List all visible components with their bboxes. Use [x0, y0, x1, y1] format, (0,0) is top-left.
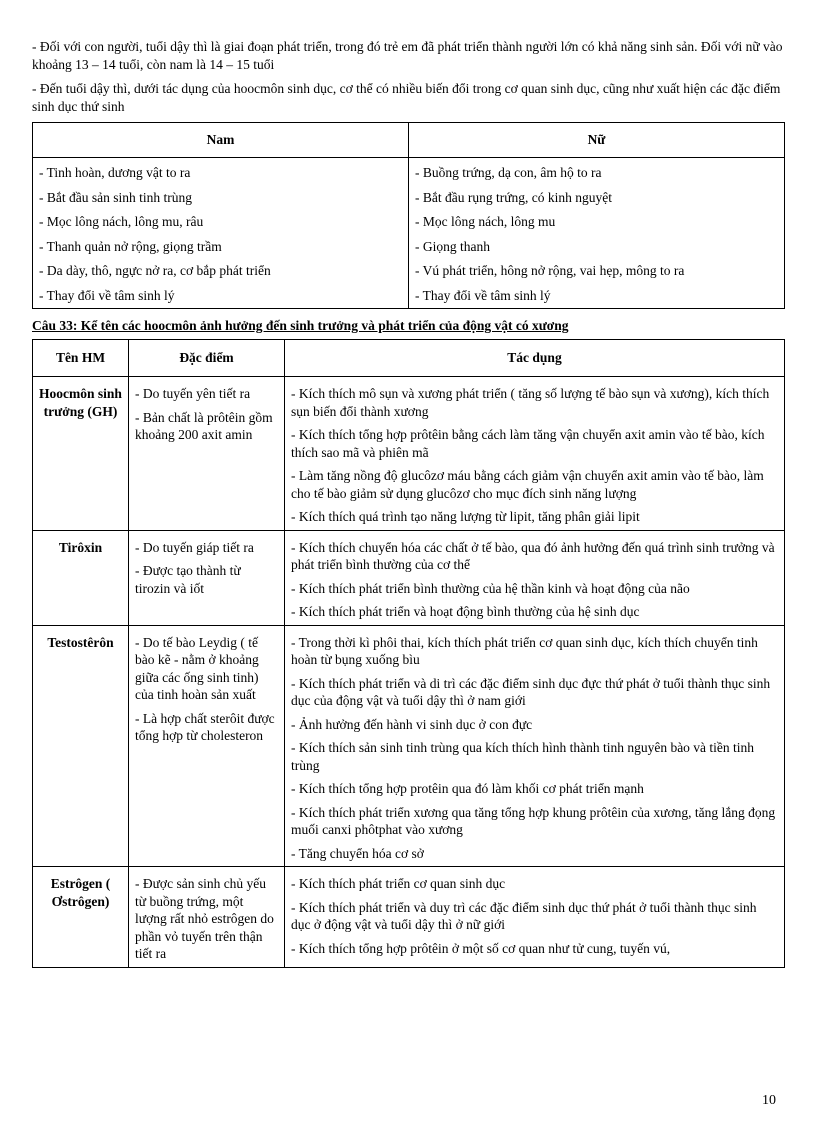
hormone-name: Estrôgen ( Ơstrôgen)	[33, 867, 129, 968]
hormone-effects	[285, 625, 785, 867]
puberty-comparison-table	[32, 122, 785, 309]
nam-cell	[33, 158, 409, 309]
nu-cell	[409, 158, 785, 309]
hormone-features	[129, 867, 285, 968]
list-item: - Kích thích tổng hợp prôtêin bằng cách làm tăng vận chuyển axit amin vào tế bào, kích thích sao mã và phiên mã	[291, 427, 765, 460]
hormone-table	[32, 339, 785, 968]
table-row	[33, 377, 785, 531]
list-item: - Kích thích phát triển cơ quan sinh dục	[291, 876, 506, 891]
list-item: - Tăng chuyển hóa cơ sở	[291, 845, 424, 861]
hormone-name: Testostêrôn	[33, 625, 129, 867]
list-item: - Ảnh hưởng đến hành vi sinh dục ở con đực	[291, 716, 533, 732]
hormone-name: Tirôxin	[33, 530, 129, 625]
hormone-features	[129, 530, 285, 625]
list-item: - Do tuyến yên tiết ra	[135, 386, 251, 401]
list-item: - Là hợp chất sterôit được tổng hợp từ cholesteron	[135, 710, 275, 743]
list-item: - Kích thích phát triển và di trì các đặc điểm sinh dục đực thứ phát ở tuổi thành thục sinh dục của động vật và tuổi dậy thì ở nam giới	[291, 675, 771, 708]
page-content	[32, 38, 785, 968]
header-tac-dung: Tác dụng	[285, 340, 785, 377]
list-item: - Tinh hoàn, dương vật to ra	[39, 165, 191, 180]
table-row	[33, 867, 785, 968]
list-item: - Trong thời kì phôi thai, kích thích phát triển cơ quan sinh dục, kích thích chuyển tinh hoàn từ bụng xuống bìu	[291, 634, 758, 667]
hormone-effects	[285, 867, 785, 968]
list-item: - Kích thích sản sinh tinh trùng qua kích thích hình thành tinh nguyên bào và tiền tinh trùng	[291, 740, 755, 773]
list-item: - Vú phát triển, hông nở rộng, vai hẹp, mông to ra	[415, 263, 685, 278]
list-item: - Thay đổi về tâm sinh lý	[39, 287, 175, 303]
hormone-effects	[285, 377, 785, 531]
list-item: - Thanh quản nở rộng, giọng trầm	[39, 238, 222, 254]
header-ten-hm: Tên HM	[33, 340, 129, 377]
header-nam: Nam	[33, 123, 409, 158]
list-item: - Kích thích phát triển và duy trì các đặc điểm sinh dục thứ phát ở tuổi thành thục sinh dục ở động vật và tuổi dậy thì ở nữ giới	[291, 899, 757, 932]
list-item: - Bắt đầu rụng trứng, có kinh nguyệt	[415, 189, 613, 205]
page-number: 10	[762, 1093, 776, 1108]
list-item: - Do tế bào Leydig ( tế bào kẽ - nằm ở khoảng giữa các ống sinh tinh) của tinh hoàn sản xuất	[135, 634, 259, 702]
table-header-row	[33, 123, 785, 158]
list-item: - Bản chất là prôtêin gồm khoảng 200 axit amin	[135, 409, 273, 442]
list-item: - Kích thích mô sụn và xương phát triển ( tăng số lượng tế bào sụn và xương), kích thích sụn biến đổi thành xương	[291, 386, 770, 419]
list-item: - Bắt đầu sản sinh tinh trùng	[39, 189, 192, 205]
table-header-row	[33, 340, 785, 377]
hormone-name: Hoocmôn sinh trưởng (GH)	[33, 377, 129, 531]
list-item: - Giọng thanh	[415, 238, 490, 254]
list-item: - Kích thích phát triển và hoạt động bình thường của hệ sinh dục	[291, 604, 640, 619]
list-item: - Kích thích phát triển bình thường của hệ thần kinh và hoạt động của não	[291, 580, 690, 596]
list-item: - Kích thích tổng hợp protêin qua đó làm khối cơ phát triển mạnh	[291, 781, 644, 796]
list-item: - Do tuyến giáp tiết ra	[135, 539, 254, 555]
list-item: - Kích thích chuyển hóa các chất ở tế bào, qua đó ảnh hưởng đến quá trình sinh trưởng và phát triển bình thường của cơ thể	[291, 539, 775, 572]
list-item: - Mọc lông nách, lông mu	[415, 214, 556, 229]
hormone-features	[129, 625, 285, 867]
table-row	[33, 530, 785, 625]
header-nu: Nữ	[409, 123, 785, 158]
intro-paragraph-1: - Đối với con người, tuổi dậy thì là giai đoạn phát triển, trong đó trẻ em đã phát triển thành người lớn có khả năng sinh sản. Đối với nữ vào khoảng 13 – 14 tuổi, còn nam là 14 – 15 tuổi	[32, 39, 783, 72]
table-row	[33, 158, 785, 309]
list-item: - Thay đổi về tâm sinh lý	[415, 287, 551, 303]
list-item: - Được tạo thành từ tirozin và iốt	[135, 563, 241, 596]
list-item: - Mọc lông nách, lông mu, râu	[39, 214, 204, 229]
list-item: - Da dày, thô, ngực nở ra, cơ bắp phát triển	[39, 263, 271, 278]
question-title: Câu 33: Kể tên các hoocmôn ảnh hưởng đến sinh trưởng và phát triển của động vật có xương	[32, 318, 569, 333]
table-row	[33, 625, 785, 867]
list-item: - Kích thích tổng hợp prôtêin ở một số cơ quan như tử cung, tuyến vú,	[291, 940, 671, 956]
list-item: - Làm tăng nồng độ glucôzơ máu bằng cách giảm vận chuyển axit amin vào tế bào, làm cho tế bào giảm sử dụng glucôzơ cho mục đích sinh năng lượng	[291, 468, 764, 501]
list-item: - Được sản sinh chủ yếu từ buồng trứng, một lượng rất nhỏ estrôgen do phần vỏ tuyến trên thận tiết ra	[135, 876, 274, 961]
hormone-effects	[285, 530, 785, 625]
hormone-features	[129, 377, 285, 531]
list-item: - Kích thích quá trình tạo năng lượng từ lipit, tăng phân giải lipit	[291, 509, 640, 524]
list-item: - Kích thích phát triển xương qua tăng tổng hợp khung prôtêin của xương, tăng lắng đọng muối canxi phôtphat vào xương	[291, 804, 776, 837]
intro-paragraph-2: - Đến tuổi dậy thì, dưới tác dụng của hoocmôn sinh dục, cơ thể có nhiều biến đổi trong cơ quan sinh dục, cũng như xuất hiện các đặc điểm sinh dục thứ sinh	[32, 81, 781, 114]
list-item: - Buồng trứng, dạ con, âm hộ to ra	[415, 165, 602, 180]
header-dac-diem: Đặc điểm	[129, 340, 285, 377]
